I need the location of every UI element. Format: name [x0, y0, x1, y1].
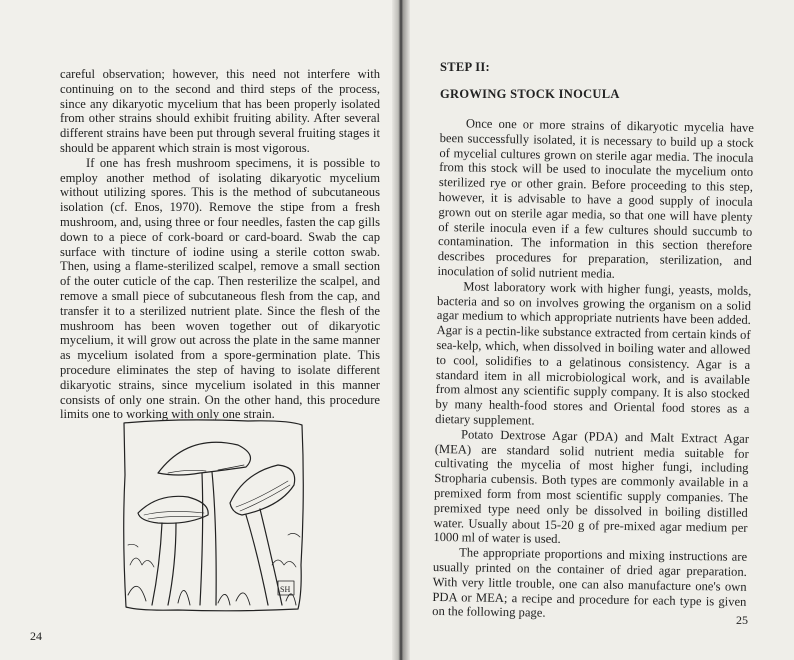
- right-paragraph-4: The appropriate proportions and mixing instructions are usually printed on the container of dried agar preparation. With very little trouble, one can also manufacture one's own PDA or MEA; a recipe and procedure for each type is given on the following page.: [432, 545, 748, 621]
- left-paragraph-1: careful observation; however, this need not interfere with continuing on to the second and third steps of the process, since any dikaryotic mycelium that has been properly isolated from other strains should exhibit fruiting ability. After several different strains have been put through several fruiting stages it should be apparent which strain is most vigorous.: [60, 67, 380, 155]
- right-paragraph-1: Once one or more strains of dikaryotic mycelia have been successfully isolated, it is necessary to build up a stock of mycelial cultures grown on sterile agar media. The inocula from this stock will be used to inoculate the mycelium onto sterilized rye or other grain. Before proceeding to this step, however, it is advisable to have a good supply of inocula grown out on sterile agar media, so that one will have plenty of sterile inocula even if a few cultures should succumb to contamination. The information in this section therefore describes procedures for preparation, sterilization, and inoculation of solid nutrient media.: [437, 116, 754, 281]
- left-page-body: [60, 67, 380, 422]
- illustration-signature: SH: [280, 585, 291, 594]
- book-gutter: [392, 0, 410, 660]
- mushroom-illustration: [118, 415, 308, 615]
- left-page-number: 24: [30, 629, 42, 643]
- step-subtitle: GROWING STOCK INOCULA: [440, 87, 620, 101]
- right-page-body: [432, 116, 754, 624]
- right-paragraph-2: Most laboratory work with higher fungi, yeasts, molds, bacteria and so on involves growing the organism on a solid agar medium to which appropriate nutrients have been added. Agar is a pectin-like substance extracted from certain kinds of sea-kelp, which, when dissolved in boiling water and allowed to cool, solidifies to a gelatinous consistency. Agar is a standard item in all microbiological work, and is available from almost any scientific supply company. It is also stocked by many health-food stores and Oriental food stores as a dietary supplement.: [435, 279, 752, 428]
- right-page-number: 25: [736, 613, 748, 627]
- left-paragraph-2: If one has fresh mushroom specimens, it is possible to employ another method of isolating dikaryotic mycelium without utilizing spores. This is the method of subcutaneous isolation (cf. Enos, 1970). Remove the stipe from a fresh mushroom, and, using three or four needles, fasten the cap gills down to a piece of cork-board or card-board. Swab the cap surface with tincture of iodine using a sterile cotton swab. Then, using a flame-sterilized scalpel, remove a small section of the outer cuticle of the cap. Then resterilize the scalpel, and remove a small piece of subcutaneous flesh from the cap, and transfer it to a sterilized nutrient plate. Since the flesh of the mushroom has been woven together out of dikaryotic mycelium, it will grow out across the plate in the same manner as mycelium isolated from a spore-germination plate. This procedure eliminates the step of having to isolate different dikaryotic strains, since mycelium isolated in this manner consists of only one strain. On the other hand, this procedure limits one to working with only one strain.: [60, 155, 380, 422]
- step-title: STEP II:: [440, 60, 490, 74]
- right-paragraph-3: Potato Dextrose Agar (PDA) and Malt Extract Agar (MEA) are standard solid nutrient media suitable for cultivating the mycelia of most higher fungi, including Stropharia cubensis. Both types are commonly available in a premixed form from most scientific supply companies. The premixed type need only be dissolved in boiling distilled water. Usually about 15-20 g of pre-mixed agar medium per 1000 ml of water is used.: [433, 427, 750, 547]
